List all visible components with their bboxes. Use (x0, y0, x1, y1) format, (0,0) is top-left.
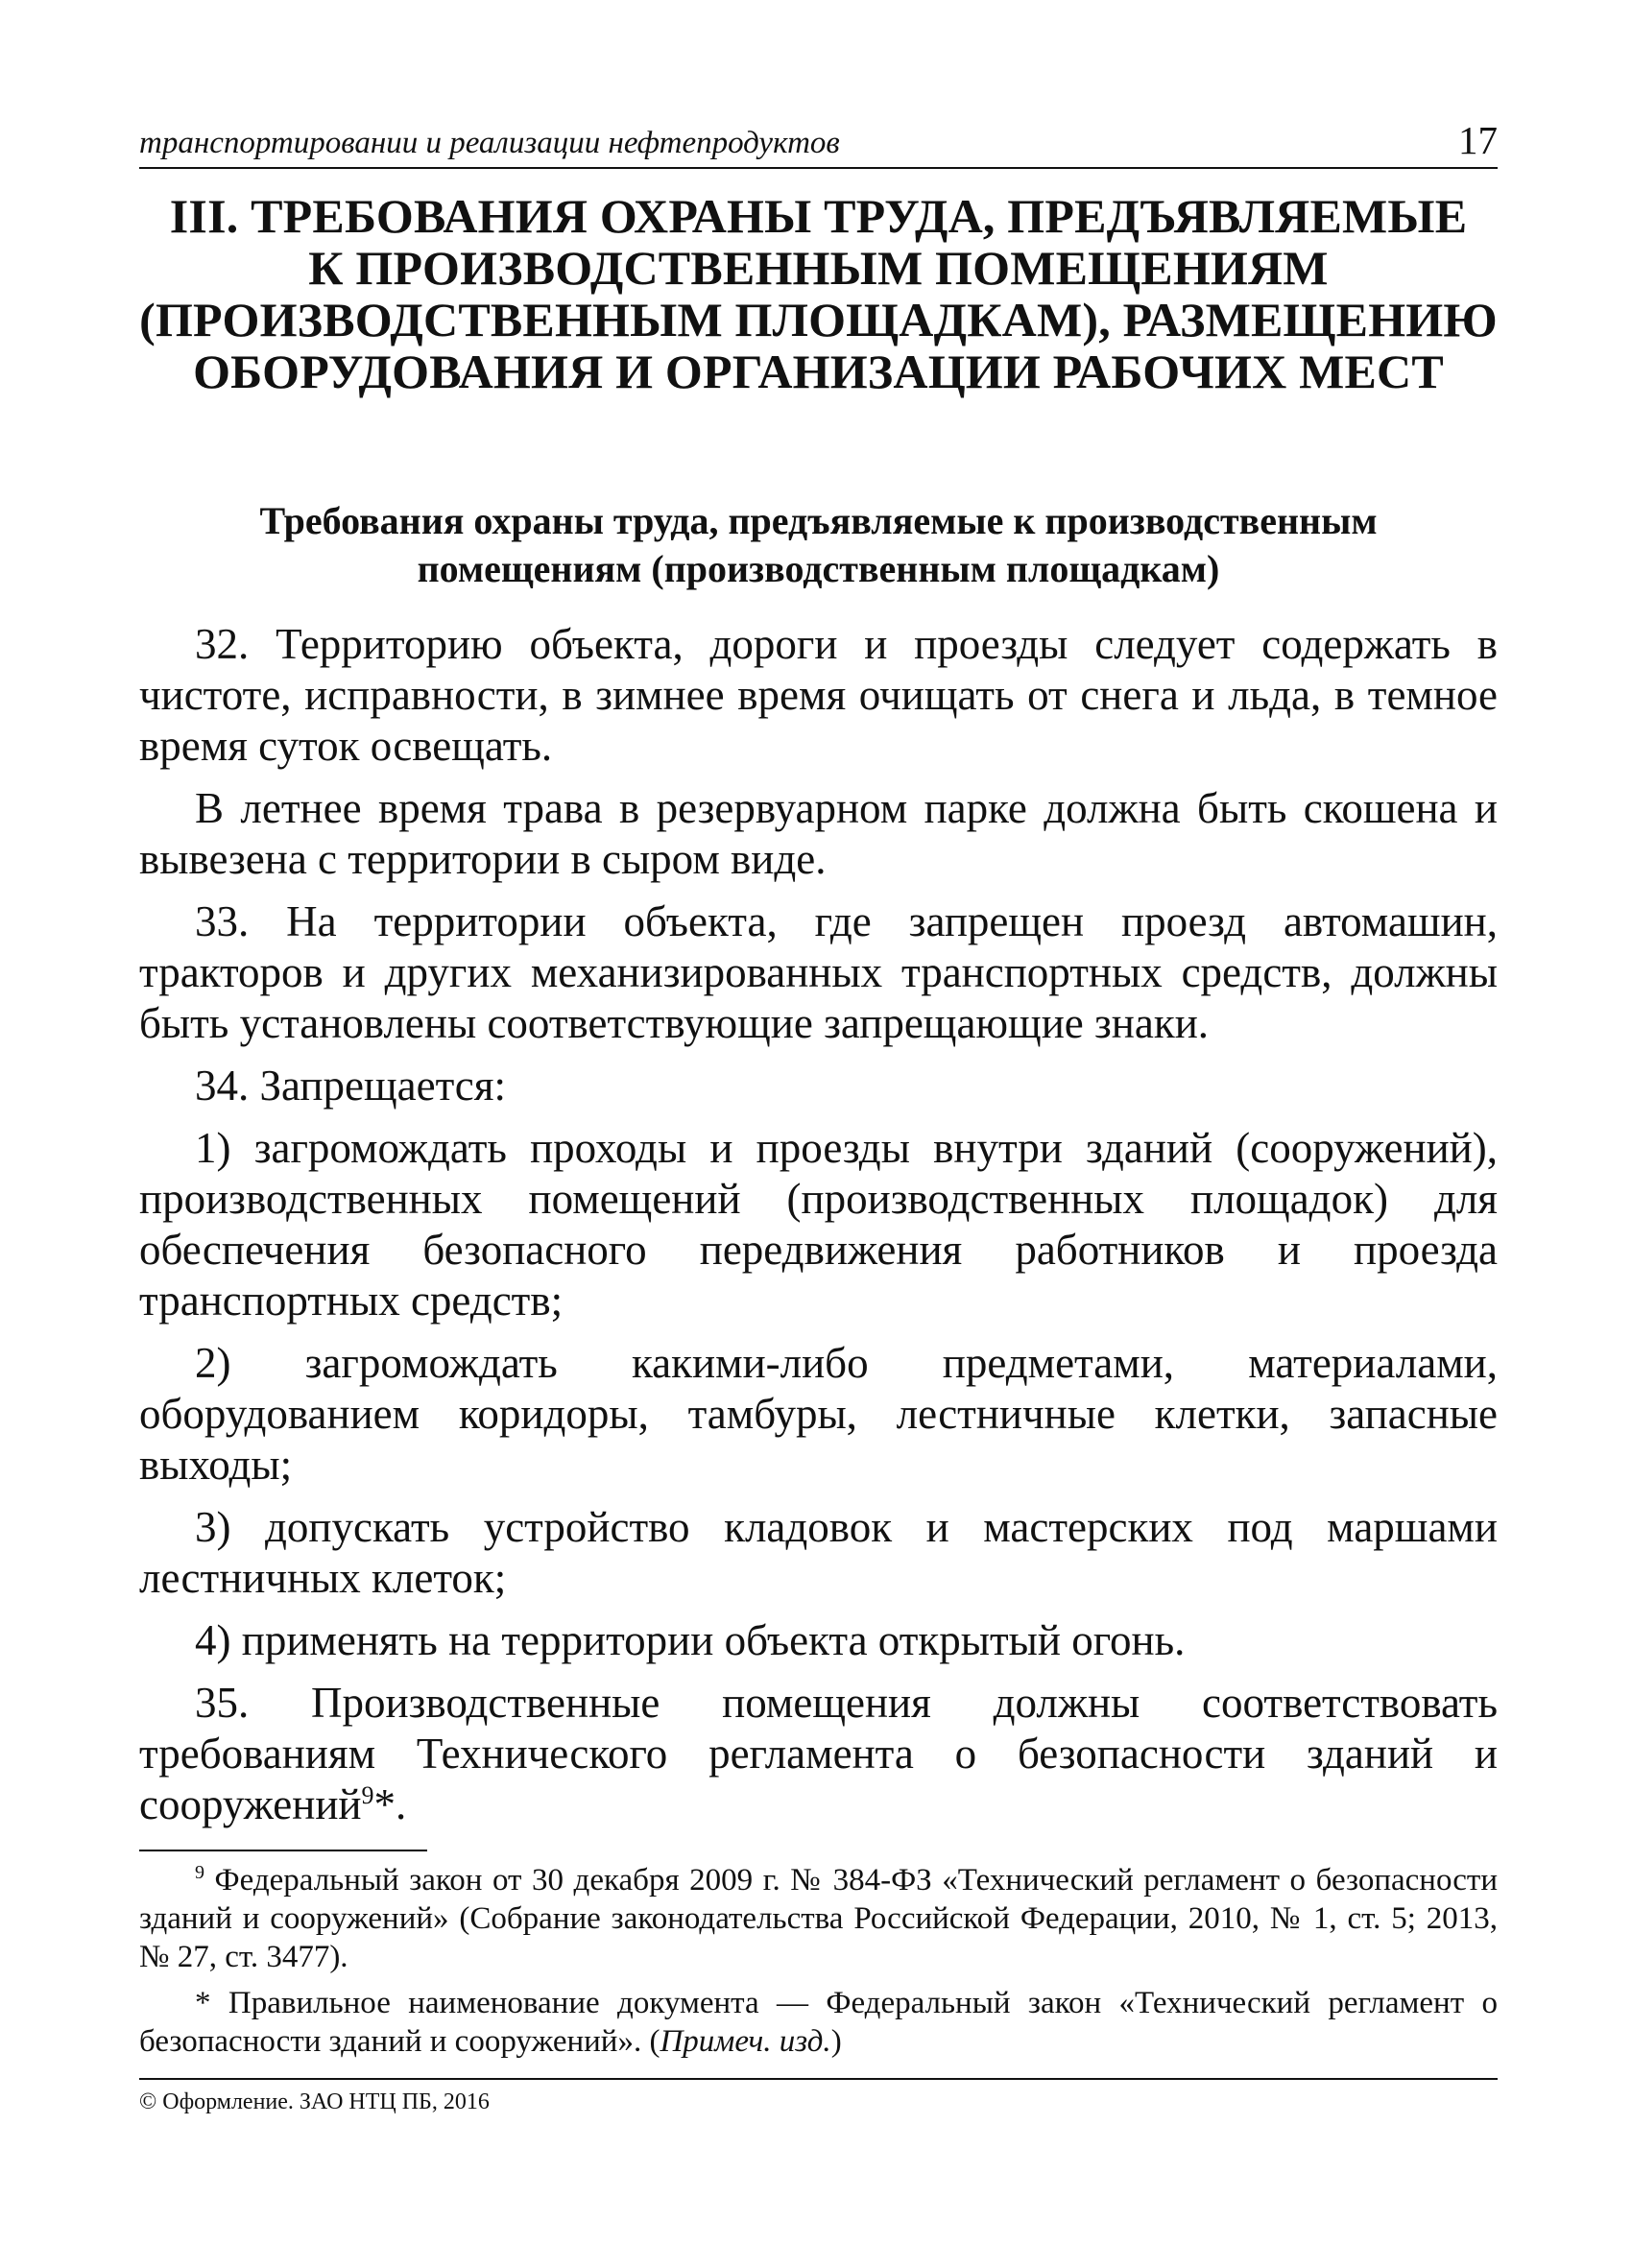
chapter-title (139, 190, 1498, 397)
chapter-title-line: К ПРОИЗВОДСТВЕННЫМ ПОМЕЩЕНИЯМ (308, 241, 1329, 295)
imprint: © Оформление. ЗАО НТЦ ПБ, 2016 (139, 2089, 490, 2114)
imprint-divider (139, 2078, 1498, 2080)
list-item-4: 4) применять на территории объекта открытый огонь. (195, 1616, 1186, 1664)
chapter-title-line: ОБОРУДОВАНИЯ И ОРГАНИЗАЦИИ РАБОЧИХ МЕСТ (193, 345, 1444, 398)
chapter-title-line: III. ТРЕБОВАНИЯ ОХРАНЫ ТРУДА, ПРЕДЪЯВЛЯЕМЫЕ (169, 189, 1468, 243)
footnote-mark: 9 (195, 1862, 204, 1883)
paragraph-34: 34. Запрещается: (195, 1062, 506, 1110)
footnote-asterisk (139, 1984, 1498, 2061)
paragraph-33: 33. На территории объекта, где запрещен проезд автомашин, тракторов и других механизированных транспортных средств, должны быть установлены соответствующие запрещающие знаки. (139, 897, 1498, 1047)
footnote-text: Федеральный закон от 30 декабря 2009 г. № 384-ФЗ «Технический регламент о безопасности зданий и сооружений» (Собрание законодательства Российской Федерации, 2010, № 1, ст. 5; 2013, № 27, ст. 3477). (139, 1863, 1498, 1974)
footnote-mark: * (195, 1986, 211, 2020)
list-item-2: 2) загромождать какими-либо предметами, материалами, оборудованием коридоры, тамбуры, лестничные клетки, запасные выходы; (139, 1339, 1498, 1489)
paragraph-32: 32. Территорию объекта, дороги и проезды следует содержать в чистоте, исправности, в зимнее время очищать от снега и льда, в темное время суток освещать. (139, 620, 1498, 770)
paragraph-35 (139, 1678, 1498, 1830)
editor-note-close: ) (830, 2024, 842, 2059)
editor-note-open: ( (649, 2024, 660, 2059)
body-text (139, 619, 1498, 1830)
section-title (139, 497, 1498, 593)
editor-note: Примеч. изд. (660, 2024, 831, 2059)
paragraph-35-suffix: *. (373, 1780, 407, 1828)
list-item-3: 3) допускать устройство кладовок и мастерских под маршами лестничных клеток; (139, 1503, 1498, 1602)
footnotes (139, 1861, 1498, 2061)
paragraph-32-grass: В летнее время трава в резервуарном парке должна быть скошена и вывезена с территории в сыром виде. (139, 784, 1498, 883)
paragraph-35-text: 35. Производственные помещения должны соответствовать требованиям Технического регламента о безопасности зданий и сооружений (139, 1679, 1498, 1828)
footnote-text: Правильное наименование документа — Федеральный закон «Технический регламент о безопасности зданий и сооружений». (139, 1986, 1499, 2059)
section-title-line: Требования охраны труда, предъявляемые к производственным (259, 499, 1378, 542)
page-number: 17 (1458, 118, 1498, 162)
section-title-line: помещениям (производственным площадкам) (417, 547, 1220, 590)
document-page (139, 106, 1498, 2217)
running-title: транспортировании и реализации нефтепродуктов (139, 126, 840, 160)
footnote-divider (139, 1850, 427, 1851)
chapter-title-line: (ПРОИЗВОДСТВЕННЫМ ПЛОЩАДКАМ), РАЗМЕЩЕНИЮ (139, 293, 1498, 346)
footnote-reference: 9 (361, 1781, 374, 1809)
running-header (139, 106, 1498, 169)
list-item-1: 1) загромождать проходы и проезды внутри зданий (сооружений), производственных помещений (производственных площадок) для обеспечения безопасного передвижения работников и проезда транспортных средств; (139, 1124, 1498, 1325)
footnote-9 (139, 1861, 1498, 1976)
